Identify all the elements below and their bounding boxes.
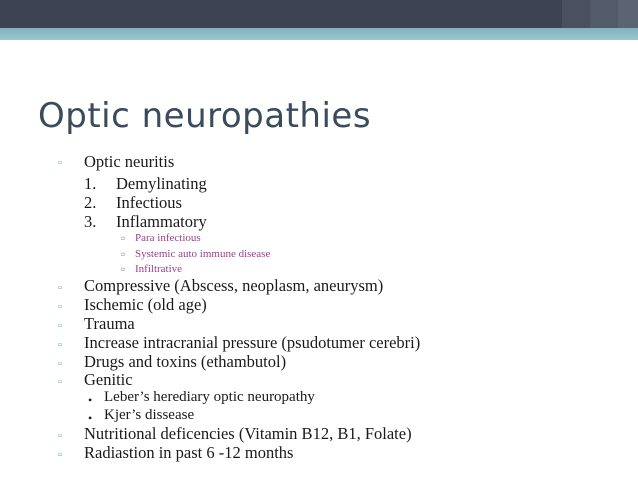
list-item: Genitic <box>84 370 133 389</box>
list-item: Leber’s herediary optic neuropathy <box>104 389 315 405</box>
list-item: Drugs and toxins (ethambutol) <box>84 352 287 371</box>
square-bullet-icon: ▫ <box>58 430 62 442</box>
list-item: Inflammatory <box>116 212 207 231</box>
list-item: Increase intracranial pressure (psudotumer cerebri) <box>84 333 421 352</box>
list-item: Radiastion in past 6 -12 months <box>84 443 294 462</box>
square-bullet-icon: ▫ <box>58 358 62 370</box>
slide-title: Optic neuropathies <box>38 96 372 136</box>
square-bullet-icon: ▫ <box>58 301 62 313</box>
square-bullet-icon: ▫ <box>121 247 126 261</box>
list-number: 1. <box>84 174 97 193</box>
list-item: Para infectious <box>135 232 201 244</box>
square-bullet-icon: ▫ <box>58 339 62 351</box>
square-bullet-icon: ▫ <box>58 320 62 332</box>
dot-bullet-icon: • <box>88 393 93 407</box>
square-bullet-icon: ▫ <box>58 157 62 169</box>
square-bullet-icon: ▫ <box>58 376 62 388</box>
header-square <box>562 0 590 28</box>
list-item: Ischemic (old age) <box>84 295 207 314</box>
list-item: Nutritional deficencies (Vitamin B12, B1, Folate) <box>84 424 412 443</box>
list-number: 3. <box>84 212 97 231</box>
list-item: Compressive (Abscess, neoplasm, aneurysm) <box>84 276 384 295</box>
list-item: Infectious <box>116 193 182 212</box>
list-item: Infiltrative <box>135 263 183 275</box>
list-item: Trauma <box>84 314 135 333</box>
dot-bullet-icon: • <box>88 411 93 425</box>
square-bullet-icon: ▫ <box>121 262 126 276</box>
header-bar <box>0 0 638 40</box>
list-item: Optic neuritis <box>84 152 175 171</box>
list-item: Demylinating <box>116 174 207 193</box>
square-bullet-icon: ▫ <box>58 449 62 461</box>
list-item: Kjer’s dissease <box>104 407 195 423</box>
header-dark-band <box>0 0 638 28</box>
square-bullet-icon: ▫ <box>58 282 62 294</box>
header-square <box>590 0 618 28</box>
header-square <box>618 0 638 28</box>
list-number: 2. <box>84 193 97 212</box>
list-item: Systemic auto immune disease <box>135 248 271 260</box>
square-bullet-icon: ▫ <box>121 231 126 245</box>
header-teal-band <box>0 28 638 40</box>
